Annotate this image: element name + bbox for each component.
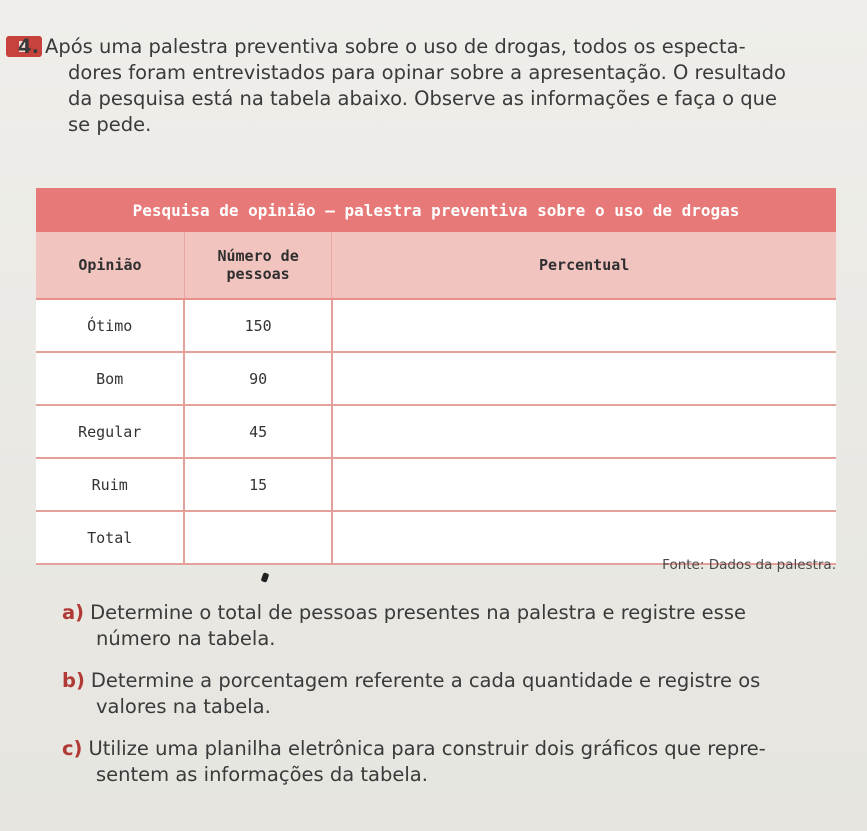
question-items — [62, 600, 862, 788]
table-header-row — [36, 232, 836, 299]
question-text-line-4: se pede. — [68, 113, 152, 136]
cell-numero: 15 — [184, 458, 331, 511]
cell-percentual[interactable] — [332, 352, 836, 405]
table-row — [36, 405, 836, 458]
cell-percentual[interactable] — [332, 405, 836, 458]
cell-opiniao: Ótimo — [36, 299, 184, 352]
table-row — [36, 458, 836, 511]
header-numero — [184, 232, 331, 299]
item-a-line-1 — [62, 600, 862, 626]
item-a — [62, 600, 862, 652]
header-opiniao: Opinião — [36, 232, 184, 299]
question-number: 4. — [18, 35, 39, 58]
cell-opiniao: Regular — [36, 405, 184, 458]
item-c-line-2: sentem as informações da tabela. — [96, 763, 428, 786]
item-text: Utilize uma planilha eletrônica para construir dois gráficos que repre- — [88, 737, 766, 760]
item-letter: b) — [62, 669, 85, 692]
question-line-1 — [18, 34, 858, 60]
item-letter: c) — [62, 737, 83, 760]
item-c — [62, 736, 862, 788]
item-a-line-2: número na tabela. — [96, 627, 276, 650]
question-text-line-1: Após uma palestra preventiva sobre o uso de drogas, todos os especta- — [44, 35, 746, 58]
item-letter: a) — [62, 601, 85, 624]
cell-numero-total[interactable] — [184, 511, 331, 564]
opinion-table-container — [36, 188, 836, 565]
question-text-line-3: da pesquisa está na tabela abaixo. Observe as informações e faça o que — [68, 87, 778, 110]
table-row — [36, 299, 836, 352]
cell-percentual[interactable] — [332, 299, 836, 352]
question-text-line-2: dores foram entrevistados para opinar sobre a apresentação. O resultado — [68, 61, 786, 84]
item-b — [62, 668, 862, 720]
cell-opiniao: Bom — [36, 352, 184, 405]
item-b-line-2: valores na tabela. — [96, 695, 271, 718]
question-line-2 — [18, 60, 858, 86]
header-numero-line-1: Número de — [217, 247, 299, 265]
item-text: Determine o total de pessoas presentes na palestra e registre esse — [90, 601, 746, 624]
question-line-4 — [18, 112, 858, 138]
table-source: Fonte: Dados da palestra. — [662, 557, 836, 573]
cell-numero: 90 — [184, 352, 331, 405]
header-numero-line-2: pessoas — [226, 265, 290, 283]
table-title-row — [36, 188, 836, 232]
item-c-line-1 — [62, 736, 862, 762]
cell-opiniao: Total — [36, 511, 184, 564]
cell-numero: 150 — [184, 299, 331, 352]
header-percentual: Percentual — [332, 232, 836, 299]
item-b-line-1 — [62, 668, 862, 694]
cell-opiniao: Ruim — [36, 458, 184, 511]
opinion-table — [36, 188, 836, 565]
table-row — [36, 352, 836, 405]
question-line-3 — [18, 86, 858, 112]
pen-mark — [261, 572, 270, 583]
table-title: Pesquisa de opinião – palestra preventiva sobre o uso de drogas — [36, 188, 836, 232]
item-text: Determine a porcentagem referente a cada quantidade e registre os — [90, 669, 761, 692]
cell-percentual[interactable] — [332, 458, 836, 511]
question-4 — [18, 34, 858, 138]
cell-numero: 45 — [184, 405, 331, 458]
